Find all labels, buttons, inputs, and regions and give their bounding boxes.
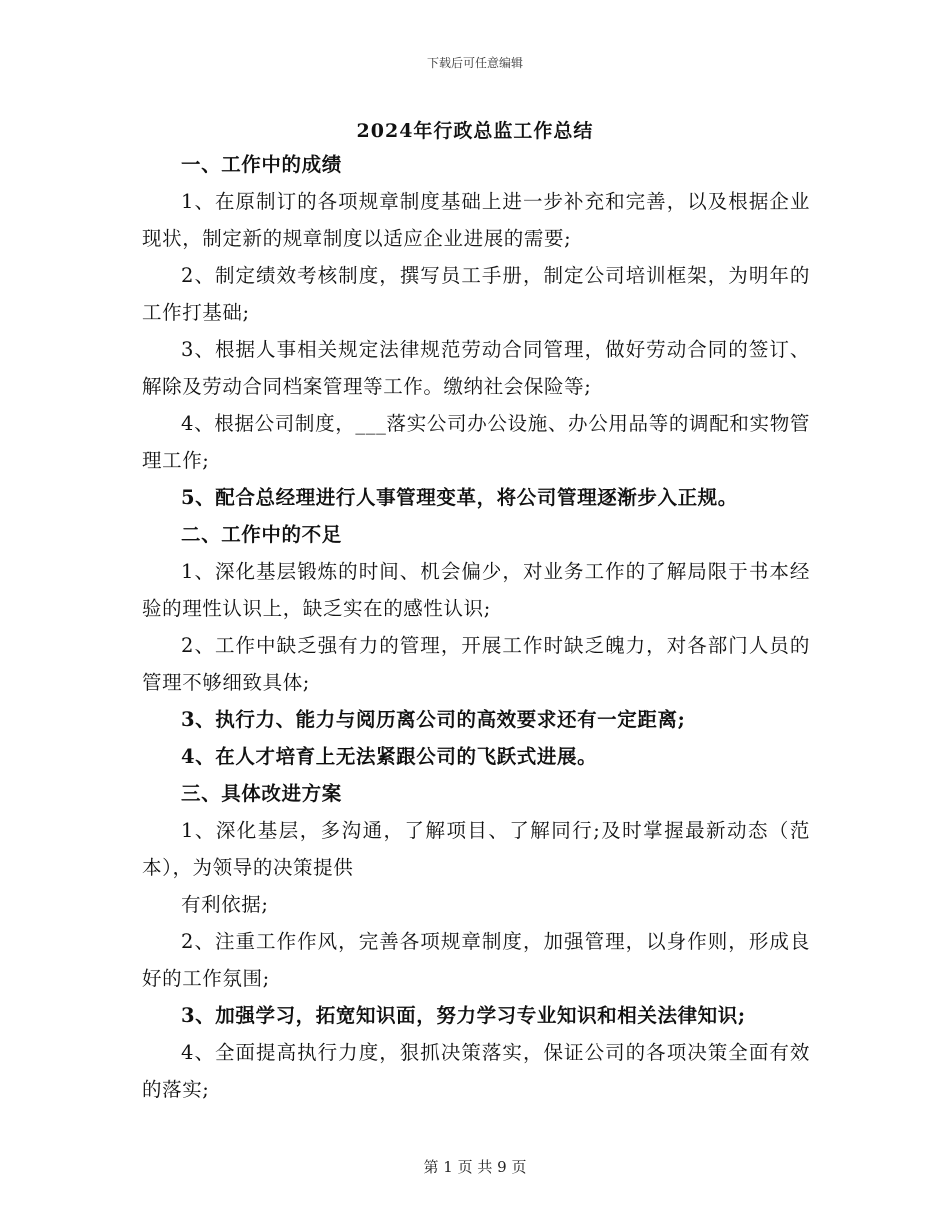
paragraph-bold: 5、配合总经理进行人事管理变革，将公司管理逐渐步入正规。 bbox=[181, 486, 738, 509]
document-title: 2024年行政总监工作总结 bbox=[356, 120, 594, 142]
document-body bbox=[142, 146, 810, 1108]
page-header: 下载后可任意编辑 bbox=[426, 56, 523, 70]
paragraph: 2、制定绩效考核制度，撰写员工手册，制定公司培训框架，为明年的工作打基础; bbox=[142, 264, 810, 324]
section-heading-2: 二、工作中的不足 bbox=[181, 523, 342, 546]
paragraph: 3、根据人事相关规定法律规范劳动合同管理，做好劳动合同的签订、解除及劳动合同档案管理等工作。缴纳社会保险等; bbox=[142, 338, 810, 398]
paragraph-bold: 3、加强学习，拓宽知识面，努力学习专业知识和相关法律知识; bbox=[181, 1004, 746, 1027]
paragraph-bold: 4、在人才培育上无法紧跟公司的飞跃式进展。 bbox=[181, 745, 598, 768]
paragraph-bold: 3、执行力、能力与阅历离公司的高效要求还有一定距离; bbox=[181, 708, 686, 731]
paragraph: 4、根据公司制度，___落实公司办公设施、办公用品等的调配和实物管理工作; bbox=[142, 412, 810, 472]
page-footer: 第 1 页 共 9 页 bbox=[423, 1158, 527, 1176]
paragraph: 2、注重工作作风，完善各项规章制度，加强管理，以身作则，形成良好的工作氛围; bbox=[142, 930, 810, 990]
section-heading-3: 三、具体改进方案 bbox=[181, 782, 342, 805]
paragraph: 1、深化基层，多沟通，了解项目、了解同行;及时掌握最新动态（范本），为领导的决策提供 bbox=[142, 819, 810, 879]
paragraph: 4、全面提高执行力度，狠抓决策落实，保证公司的各项决策全面有效的落实; bbox=[142, 1041, 810, 1101]
section-heading-1: 一、工作中的成绩 bbox=[181, 153, 342, 176]
paragraph: 1、深化基层锻炼的时间、机会偏少，对业务工作的了解局限于书本经验的理性认识上，缺乏实在的感性认识; bbox=[142, 560, 810, 620]
paragraph: 有利依据; bbox=[181, 893, 269, 916]
paragraph: 1、在原制订的各项规章制度基础上进一步补充和完善，以及根据企业现状，制定新的规章制度以适应企业进展的需要; bbox=[142, 190, 810, 250]
paragraph: 2、工作中缺乏强有力的管理，开展工作时缺乏魄力，对各部门人员的管理不够细致具体; bbox=[142, 634, 810, 694]
